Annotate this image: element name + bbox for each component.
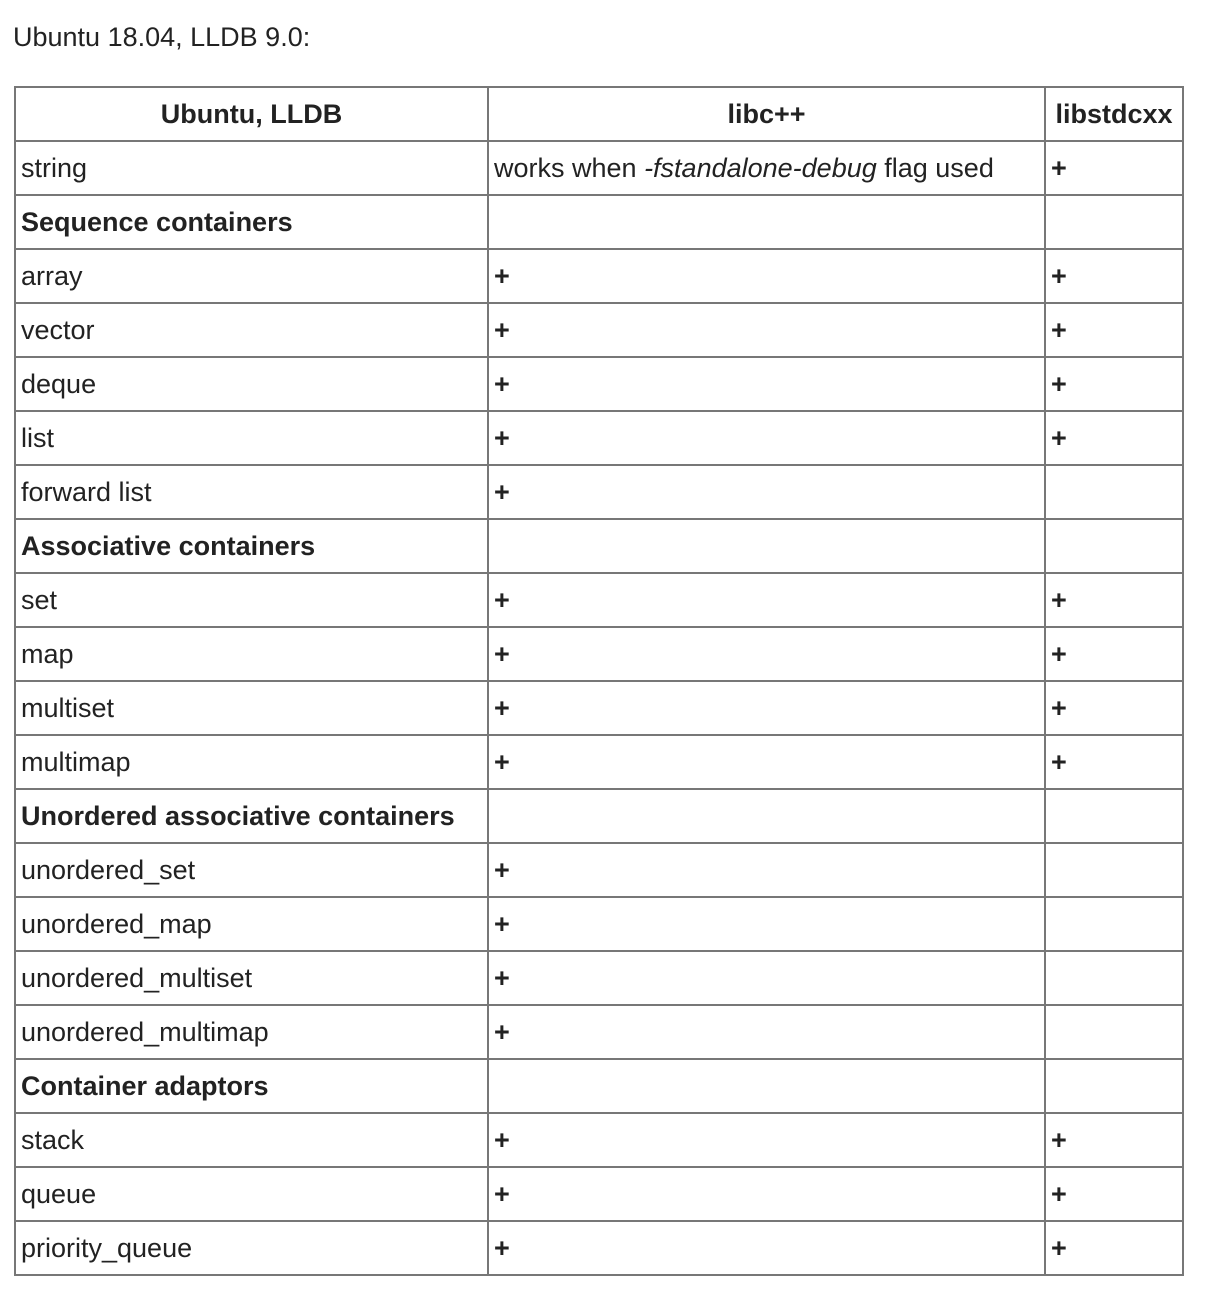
libstdcxx-value: + (1045, 1221, 1183, 1275)
row-name: set (15, 573, 488, 627)
libstdcxx-value (1045, 519, 1183, 573)
libcxx-value: + (488, 735, 1045, 789)
row-name: priority_queue (15, 1221, 488, 1275)
note-suffix: flag used (876, 152, 994, 183)
table-row (15, 465, 1183, 519)
libcxx-value: + (488, 411, 1045, 465)
table-body (15, 141, 1183, 1275)
libcxx-value: + (488, 357, 1045, 411)
table-row (15, 843, 1183, 897)
table-row (15, 1167, 1183, 1221)
row-name: multimap (15, 735, 488, 789)
libcxx-value (488, 519, 1045, 573)
libstdcxx-value (1045, 789, 1183, 843)
libstdcxx-value: + (1045, 411, 1183, 465)
section-row (15, 519, 1183, 573)
libcxx-value (488, 789, 1045, 843)
table-row (15, 951, 1183, 1005)
row-name: unordered_map (15, 897, 488, 951)
libstdcxx-value (1045, 1059, 1183, 1113)
table-row (15, 1005, 1183, 1059)
header-libstdcxx: libstdcxx (1045, 87, 1183, 141)
section-row (15, 789, 1183, 843)
section-title: Associative containers (15, 519, 488, 573)
libstdcxx-value (1045, 465, 1183, 519)
libstdcxx-value: + (1045, 681, 1183, 735)
row-name: vector (15, 303, 488, 357)
libcxx-value: + (488, 573, 1045, 627)
table-row (15, 303, 1183, 357)
libstdcxx-value (1045, 1005, 1183, 1059)
header-libcxx: libc++ (488, 87, 1045, 141)
caption: Ubuntu 18.04, LLDB 9.0: (13, 22, 311, 52)
row-name: unordered_multiset (15, 951, 488, 1005)
libcxx-value: + (488, 1221, 1045, 1275)
libstdcxx-value: + (1045, 573, 1183, 627)
table-header (15, 87, 1183, 141)
row-name: forward list (15, 465, 488, 519)
table-row (15, 141, 1183, 195)
support-table (14, 86, 1184, 1276)
table-row (15, 249, 1183, 303)
libcxx-note (488, 141, 1045, 195)
note-flag: -fstandalone-debug (644, 152, 877, 183)
libstdcxx-value (1045, 843, 1183, 897)
libstdcxx-value (1045, 195, 1183, 249)
table-row (15, 1221, 1183, 1275)
row-name: queue (15, 1167, 488, 1221)
libcxx-value: + (488, 1113, 1045, 1167)
table-row (15, 357, 1183, 411)
libstdcxx-value (1045, 951, 1183, 1005)
table-row (15, 573, 1183, 627)
row-name: stack (15, 1113, 488, 1167)
section-title: Unordered associative containers (15, 789, 488, 843)
libcxx-value: + (488, 951, 1045, 1005)
libstdcxx-value: + (1045, 141, 1183, 195)
header-row (15, 87, 1183, 141)
libstdcxx-value (1045, 897, 1183, 951)
table-row (15, 897, 1183, 951)
table-row (15, 1113, 1183, 1167)
row-name: list (15, 411, 488, 465)
section-title: Container adaptors (15, 1059, 488, 1113)
table-row (15, 681, 1183, 735)
row-name: multiset (15, 681, 488, 735)
table-row (15, 627, 1183, 681)
libcxx-value: + (488, 897, 1045, 951)
table-row (15, 411, 1183, 465)
row-name: map (15, 627, 488, 681)
libcxx-value: + (488, 1167, 1045, 1221)
section-row (15, 1059, 1183, 1113)
section-title: Sequence containers (15, 195, 488, 249)
libcxx-value: + (488, 249, 1045, 303)
table-row (15, 735, 1183, 789)
libstdcxx-value: + (1045, 1167, 1183, 1221)
section-row (15, 195, 1183, 249)
libstdcxx-value: + (1045, 249, 1183, 303)
libcxx-value: + (488, 303, 1045, 357)
row-name: unordered_set (15, 843, 488, 897)
libstdcxx-value: + (1045, 303, 1183, 357)
header-ubuntu-lldb: Ubuntu, LLDB (15, 87, 488, 141)
libcxx-value: + (488, 681, 1045, 735)
row-name: deque (15, 357, 488, 411)
libstdcxx-value: + (1045, 627, 1183, 681)
libcxx-value (488, 1059, 1045, 1113)
row-name: array (15, 249, 488, 303)
libcxx-value: + (488, 465, 1045, 519)
libstdcxx-value: + (1045, 1113, 1183, 1167)
libcxx-value: + (488, 1005, 1045, 1059)
row-name: string (15, 141, 488, 195)
libcxx-value: + (488, 627, 1045, 681)
libcxx-value: + (488, 843, 1045, 897)
libstdcxx-value: + (1045, 357, 1183, 411)
row-name: unordered_multimap (15, 1005, 488, 1059)
libstdcxx-value: + (1045, 735, 1183, 789)
libcxx-value (488, 195, 1045, 249)
note-prefix: works when (494, 152, 645, 183)
